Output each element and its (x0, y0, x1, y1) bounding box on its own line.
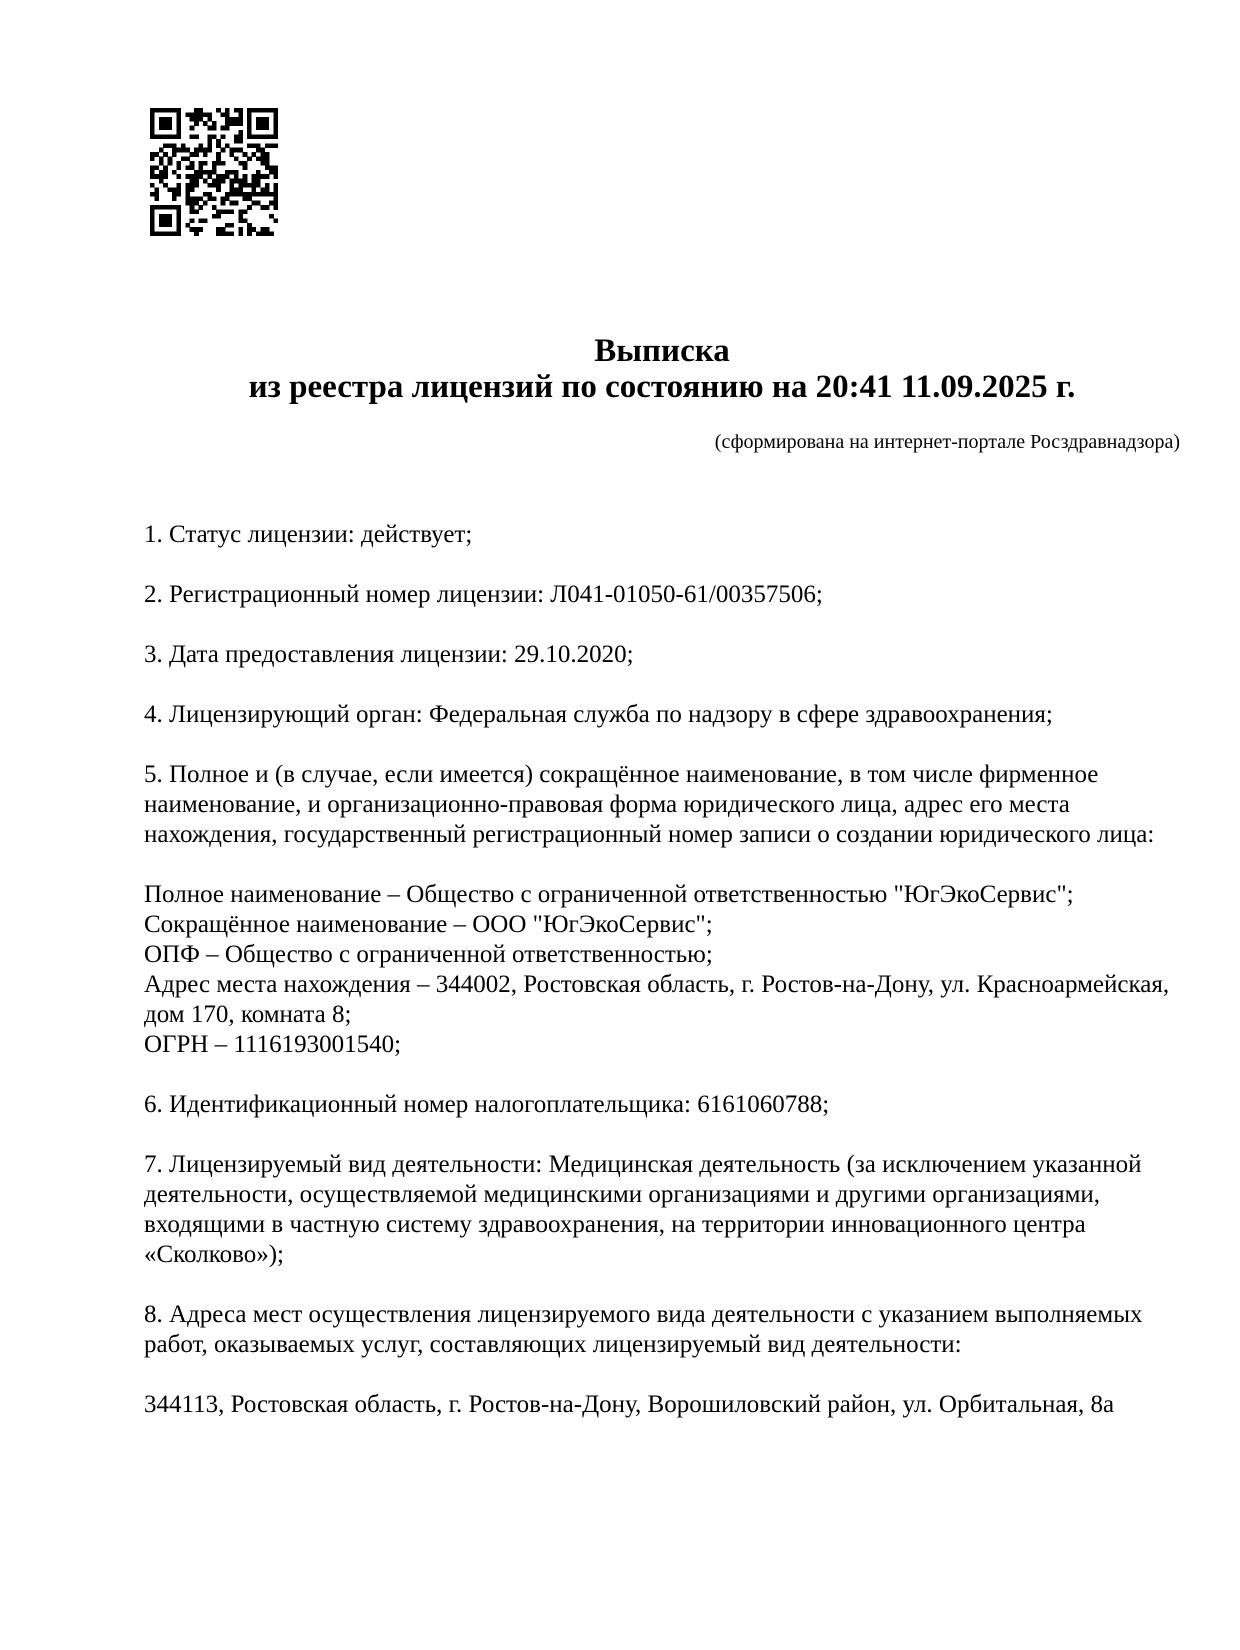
address-line: дом 170, комната 8; (144, 1001, 352, 1028)
text-line: входящими в частную систему здравоохранения, на территории инновационного центра (144, 1211, 1086, 1238)
paragraph-taxpayer-id (144, 1090, 1144, 1120)
title-line-2: из реестра лицензий по состоянию на 20:41 11.09.2025 г. (248, 369, 1076, 405)
document-body (144, 520, 1170, 1450)
text-line: 6. Идентификационный номер налогоплательщика: 6161060788; (144, 1091, 830, 1118)
ogrn-line: ОГРН – 1116193001540; (144, 1031, 402, 1058)
paragraph-licensing-authority (144, 700, 1144, 730)
document-subtitle: (сформирована на интернет-портале Росздравнадзора) (714, 431, 1180, 453)
full-name-line: Полное наименование – Общество с ограниченной ответственностью "ЮгЭкоСервис"; (144, 881, 1074, 908)
paragraph-registration-number (144, 580, 1144, 610)
document-title (140, 333, 1184, 405)
text-line: 5. Полное и (в случае, если имеется) сокращённое наименование, в том числе фирменное (144, 761, 1099, 788)
paragraph-grant-date (144, 640, 1144, 670)
text-line: 1. Статус лицензии: действует; (144, 521, 473, 548)
text-line: работ, оказываемых услуг, составляющих лицензируемый вид деятельности: (144, 1331, 962, 1358)
text-line: 4. Лицензирующий орган: Федеральная служба по надзору в сфере здравоохранения; (144, 701, 1053, 728)
paragraph-license-status (144, 520, 1144, 550)
paragraph-activity-address (144, 1390, 1144, 1420)
text-line: 8. Адреса мест осуществления лицензируемого вида деятельности с указанием выполняемых (144, 1301, 1143, 1328)
paragraph-licensed-activity (144, 1150, 1144, 1270)
text-line: 2. Регистрационный номер лицензии: Л041-01050-61/00357506; (144, 581, 823, 608)
text-line: 7. Лицензируемый вид деятельности: Медицинская деятельность (за исключением указанной (144, 1151, 1142, 1178)
text-line: «Сколково»); (144, 1241, 284, 1268)
address-line: Адрес места нахождения – 344002, Ростовская область, г. Ростов-на-Дону, ул. Красноармейская, (144, 971, 1170, 998)
paragraph-activity-addresses-heading (144, 1300, 1144, 1360)
text-line: 344113, Ростовская область, г. Ростов-на-Дону, Ворошиловский район, ул. Орбитальная, 8а (144, 1391, 1115, 1418)
text-line: наименование, и организационно-правовая форма юридического лица, адрес его места (144, 791, 1070, 818)
text-line: нахождения, государственный регистрационный номер записи о создании юридического лица: (144, 821, 1155, 848)
paragraph-entity-name-heading (144, 760, 1155, 850)
paragraph-entity-details (144, 880, 1170, 1060)
legal-form-line: ОПФ – Общество с ограниченной ответственностью; (144, 941, 713, 968)
qr-code-image (150, 108, 278, 236)
qr-code (150, 108, 278, 236)
text-line: 3. Дата предоставления лицензии: 29.10.2020; (144, 641, 634, 668)
text-line: деятельности, осуществляемой медицинскими организациями и другими организациями, (144, 1181, 1101, 1208)
title-line-1: Выписка (594, 333, 730, 369)
short-name-line: Сокращённое наименование – ООО "ЮгЭкоСервис"; (144, 911, 713, 938)
